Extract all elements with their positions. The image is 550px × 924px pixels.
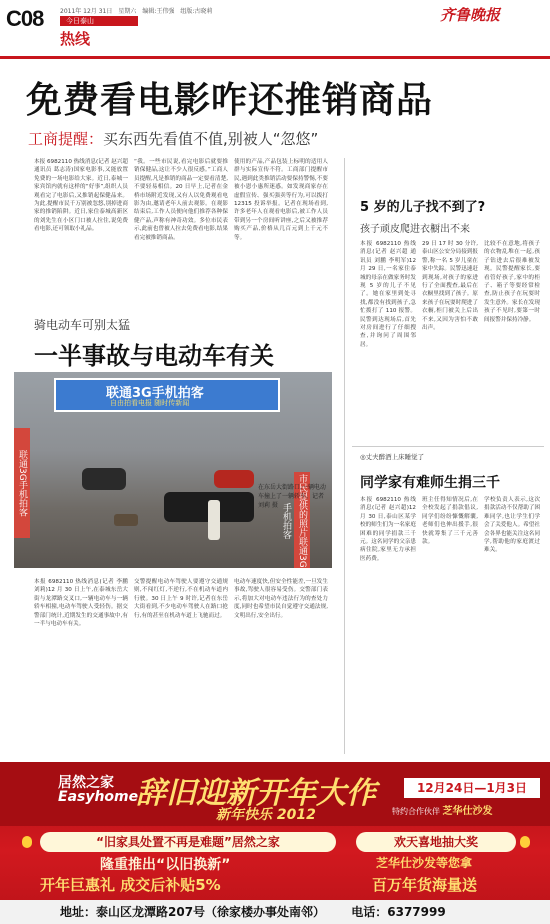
lead-subhead-prefix: 工商提醒： bbox=[28, 130, 104, 148]
newspaper-logo: 齐鲁晚报 bbox=[440, 6, 501, 24]
photo-banner-title: 联通3G手机拍客 bbox=[106, 386, 204, 401]
lead-col-1: 本报 6982110 热线消息(记者 赵兴超 通讯员 葛志涛)国家电影事,又能放置免费的一场电影给大家。近日,泰城一家宾馆内就有这样的“好事”,组织人员观看完了电影后,又推销起保健品来。为此,提醒市民千万别被忽悠,别掉进商家的推销陷阱。近日,家住泰城高新区的刘先生在小区门口被人拉住,说免费看电影,还可领取小礼品。 bbox=[34, 159, 128, 233]
section-title: 热线 bbox=[60, 30, 91, 48]
ad-row-left: 开年巨惠礼 成交后补贴5% bbox=[40, 876, 221, 894]
photo-rider bbox=[208, 500, 220, 540]
photo-banner-sub: 自由拍看电报 随时传新闻 bbox=[110, 399, 190, 407]
ad-row-right: 百万年货海量送 bbox=[372, 876, 478, 894]
right-divider bbox=[352, 446, 544, 447]
lantern-icon bbox=[22, 836, 32, 848]
child-col-2: 29 日 17 时 30 分许,泰山区公安分局接到报警,称一名 5 岁儿童在家中失踪。民警迅速赶到现场,对孩子的家进行了全面搜查,最后在衣橱里找到了孩子。原来孩子在玩耍时爬进了衣橱,柜门被关上后出不来,又因为害怕不敢出声。 bbox=[422, 241, 478, 332]
section-tag: 今日泰山 bbox=[60, 16, 138, 26]
lead-headline: 免费看电影咋还推销商品 bbox=[26, 80, 434, 121]
ad-footer bbox=[0, 900, 550, 924]
page-header bbox=[0, 0, 550, 58]
ad-pill-right: 欢天喜地抽大奖 bbox=[356, 832, 516, 852]
child-subhead: 孩子顽皮爬进衣橱出不来 bbox=[360, 224, 470, 235]
ad-brand-en: Easyhome bbox=[58, 789, 139, 805]
photo-vbar-right: 市民提供的照片联通3G手机拍客 bbox=[294, 472, 310, 568]
ad-address: 地址：泰山区龙潭路207号（徐家楼办事处南邻） bbox=[60, 905, 326, 919]
accident-photo bbox=[14, 372, 332, 568]
ebike-kicker: 骑电动车可别太猛 bbox=[34, 318, 131, 332]
ad-sub-right: 芝华仕沙发等您拿 bbox=[376, 856, 473, 870]
child-col-3: 比较不在意地,将孩子的衣物乱堆在一起,孩子钻进去后很难被发现。民警提醒家长,要看管好孩子,家中的柜子、箱子等要经常检查,防止孩子在玩耍时发生意外。家长在发现孩子不见时,要第一时间报警并保持冷静。 bbox=[484, 241, 540, 323]
lantern-icon bbox=[520, 836, 530, 848]
ad-pill-left: “旧家具处置不再是难题”居然之家 bbox=[40, 832, 336, 852]
photo-fallen-bike bbox=[114, 514, 138, 526]
ad-slogan: 辞旧迎新开年大作 bbox=[136, 776, 376, 811]
lead-col-2: “我。一些市民说,看完电影后就要推销保健品,这让不少人很反感。”工商人员提醒,凡是推销的商品一定要看清楚,不要轻易相信。20 日早上,记者在金桥市场附近发现,又有人以免费观看电影为由,邀请老年人前去观影。在观影结束后,工作人员便向他们推荐各种保健产品,声称有神奇功效。多位市民表示,此前也曾被人拉去免费看电影,结果看完被推销商品。 bbox=[134, 159, 228, 241]
charity-col-2: 班主任得知情况后,在全校发起了捐款倡议,同学们纷纷慷慨解囊,老师们也伸出援手,很快就筹集了三千元善款。 bbox=[422, 497, 478, 546]
child-headline: 5 岁的儿子找不到了? bbox=[360, 200, 486, 215]
ad-partner bbox=[392, 802, 493, 817]
ad-sub-left: 隆重推出“以旧换新” bbox=[100, 857, 231, 873]
photo-banner bbox=[54, 378, 280, 412]
child-col-1: 本报 6982110 热线消息(记者 赵兴超 通讯员 刘鹏 李明军)12 月 29 日,一名家住泰城的母亲在做家务时发现 5 岁的儿子不见了。她在家里到处寻找,都没有找到孩子,急忙拨打了 110 报警。民警到达现场后,首先对房间进行了仔细搜查,并询问了周围邻居。 bbox=[360, 241, 416, 348]
lead-subhead-text: 买东西先看值不值,别被人“忽悠” bbox=[103, 130, 319, 148]
ad-date-range: 12月24日—1月3日 bbox=[404, 778, 540, 798]
page-meta: 2011年 12月 31日 星期六 编辑:王伟强 组版:古晓莉 bbox=[60, 8, 213, 15]
charity-headline: 同学家有难师生捐三千 bbox=[360, 475, 500, 491]
ad-brand-cn: 居然之家 bbox=[58, 775, 114, 791]
photo-car-left bbox=[82, 468, 126, 490]
lead-subhead bbox=[28, 128, 318, 149]
ebike-col-1: 本报 6982110 热线消息(记者 李鹏 刘莉)12 月 30 日上午,在泰城东岳大街与龙潭路交叉口,一辆电动车与一辆轿车相撞,电动车驾驶人受轻伤。据交警部门统计,近期发生的交通事故中,有一半与电动车有关。 bbox=[34, 579, 128, 628]
page-number: C08 bbox=[6, 6, 44, 31]
ebike-col-3: 电动车速度快,但安全性能差,一旦发生事故,驾驶人很容易受伤。交警部门表示,将加大对电动车违法行为的查处力度,同时也希望市民自觉遵守交通法规,文明出行,安全出行。 bbox=[234, 579, 328, 619]
ad-top-band bbox=[0, 762, 550, 826]
lead-col-3: 使用的产品,产品包装上标明的适用人群与实际宣传不符。工商部门提醒市民,遇到此类推销活动要保持警惕,不要被小恩小惠所迷惑。如发现商家存在虚假宣传、强买强卖等行为,可以拨打 12315 投诉举报。记者在现场看到,许多老年人在观看电影后,被工作人员带到另一个房间听讲座,之后又被推荐购买产品,价格从几百元到上千元不等。 bbox=[234, 159, 328, 241]
photo-caption: 在东岳大街路口,一辆电动车撞上了一辆轿车。记者 刘莉 摄 bbox=[258, 484, 326, 509]
ebike-headline: 一半事故与电动车有关 bbox=[34, 342, 274, 370]
photo-car-red bbox=[214, 470, 254, 488]
ad-slogan-sub: 新年快乐 2012 bbox=[216, 807, 316, 823]
ad-phone: 电话：6377999 bbox=[351, 905, 446, 919]
charity-kicker: ◎丈夫醉酒上床睡觉了 bbox=[360, 453, 425, 461]
photo-vbar-left: 联通3G手机拍客 bbox=[14, 428, 30, 538]
column-divider bbox=[344, 158, 345, 754]
ad-partner-label: 特约合作伙伴 bbox=[392, 807, 440, 816]
ad-partner-name: 芝华仕沙发 bbox=[442, 806, 493, 817]
charity-col-1: 本报 6982110 热线消息(记者 赵兴超)12 月 30 日,泰山区某学校的师生们为一名家庭困难的同学捐款三千元。这名同学的父亲患病住院,家里无力承担医药费。 bbox=[360, 497, 416, 562]
ebike-col-2: 交警提醒电动车驾驶人要遵守交通规则,不闯红灯,不逆行,不在机动车道内行驶。30 日上午 9 时许,记者在东岳大街看到,不少电动车驾驶人在路口抢行,有的甚至在机动车道上飞驰而过。 bbox=[134, 579, 228, 619]
charity-col-3: 学校负责人表示,这次捐款活动不仅帮助了困难同学,也让学生们学会了关爱他人。希望社会各界也能关注这名同学,帮助他的家庭渡过难关。 bbox=[484, 497, 540, 554]
header-rule bbox=[0, 56, 550, 59]
advertisement bbox=[0, 762, 550, 924]
